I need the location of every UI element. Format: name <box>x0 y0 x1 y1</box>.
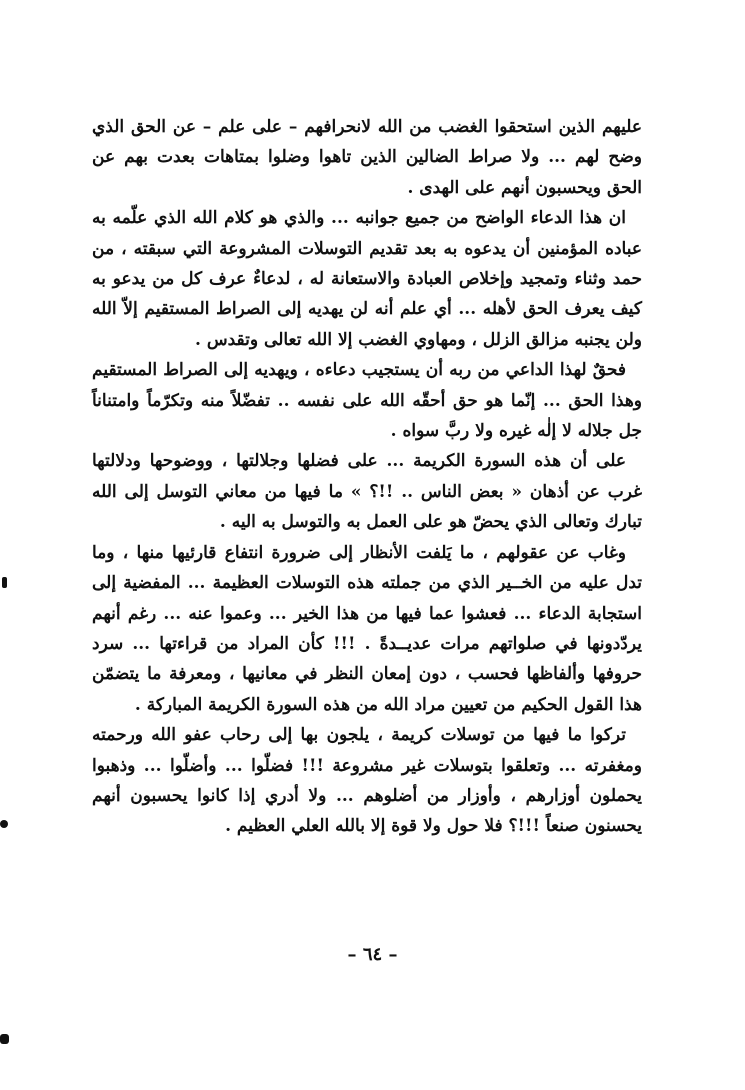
page-number: – ٦٤ – <box>347 944 398 965</box>
paragraph-3: فحقٌ لهذا الداعي من ربه أن يستجيب دعاءه ، ويهديه إلى الصراط المستقيم وهذا الحق ... إنّما هو حق أحقّه الله على نفسه .. تفضّلاً منه وتكرّماً وامتناناً جل جلاله لا إلٰه غيره ولا ربَّ سواه . <box>92 360 642 442</box>
scan-artifact-mark <box>0 1034 9 1044</box>
paragraph-2: ان هذا الدعاء الواضح من جميع جوانبه ... والذي هو كلام الله الذي علّمه به عباده المؤمنين أن يدعوه به بعد تقديم التوسلات المشروعة التي سبقته ، من حمد وثناء وتمجيد وإخلاص العبادة والاستعانة له ، لدعاءٌ عرف كل من يدعو به كيف يعرف الحق لأهله ... أي علم أنه لن يهديه إلى الصراط المستقيم إلاّ الله ولن يجنبه مزالق الزلل ، ومهاوي الغضب إلا الله تعالى وتقدس . <box>92 208 642 350</box>
scan-artifact-mark <box>0 820 8 828</box>
paragraph-5: وغاب عن عقولهم ، ما يَلفت الأنظار إلى ضرورة انتفاع قارئيها منها ، وما تدل عليه من الخــير الذي من جملته هذه التوسلات العظيمة ... المفضية إلى استجابة الدعاء ... فعشوا عما فيها من هذا الخير ... وعموا عنه ... رغم أنهم يردّدونها في صلواتهم مرات عديــدةً . !!! كأن المراد من قراءتها ... سرد حروفها وألفاظها فحسب ، دون إمعان النظر في معانيها ، ومعرفة ما يتضمّن هذا القول الحكيم من تعيين مراد الله من هذه السورة الكريمة المباركة . <box>92 542 642 715</box>
paragraph-1: عليهم الذين استحقوا الغضب من الله لانحرافهم – على علم – عن الحق الذي وضح لهم ... ولا صراط الضالين الذين تاهوا وضلوا بمتاهات بعدت بهم عن الحق ويحسبون أنهم على الهدى . <box>92 117 642 198</box>
scan-artifact-mark <box>2 577 7 588</box>
paragraph-4: على أن هذه السورة الكريمة ... على فضلها وجلالتها ، ووضوحها ودلالتها غرب عن أذهان « بعض الناس .. !!؟ » ما فيها من معاني التوسل إلى الله تبارك وتعالى الذي يحضّ هو على العمل به والتوسل به اليه . <box>92 451 642 533</box>
body-text <box>92 112 642 842</box>
paragraph-6: تركوا ما فيها من توسلات كريمة ، يلجون بها إلى رحاب عفو الله ورحمته ومغفرته ... وتعلقوا بتوسلات غير مشروعة !!! فضلّوا ... وأضلّوا ... وذهبوا يحملون أوزارهم ، وأوزار من أضلوهم ... ولا أدري إذا كانوا يحسبون أنهم يحسنون صنعاً !!!؟ فلا حول ولا قوة إلا بالله العلي العظيم . <box>92 725 642 837</box>
